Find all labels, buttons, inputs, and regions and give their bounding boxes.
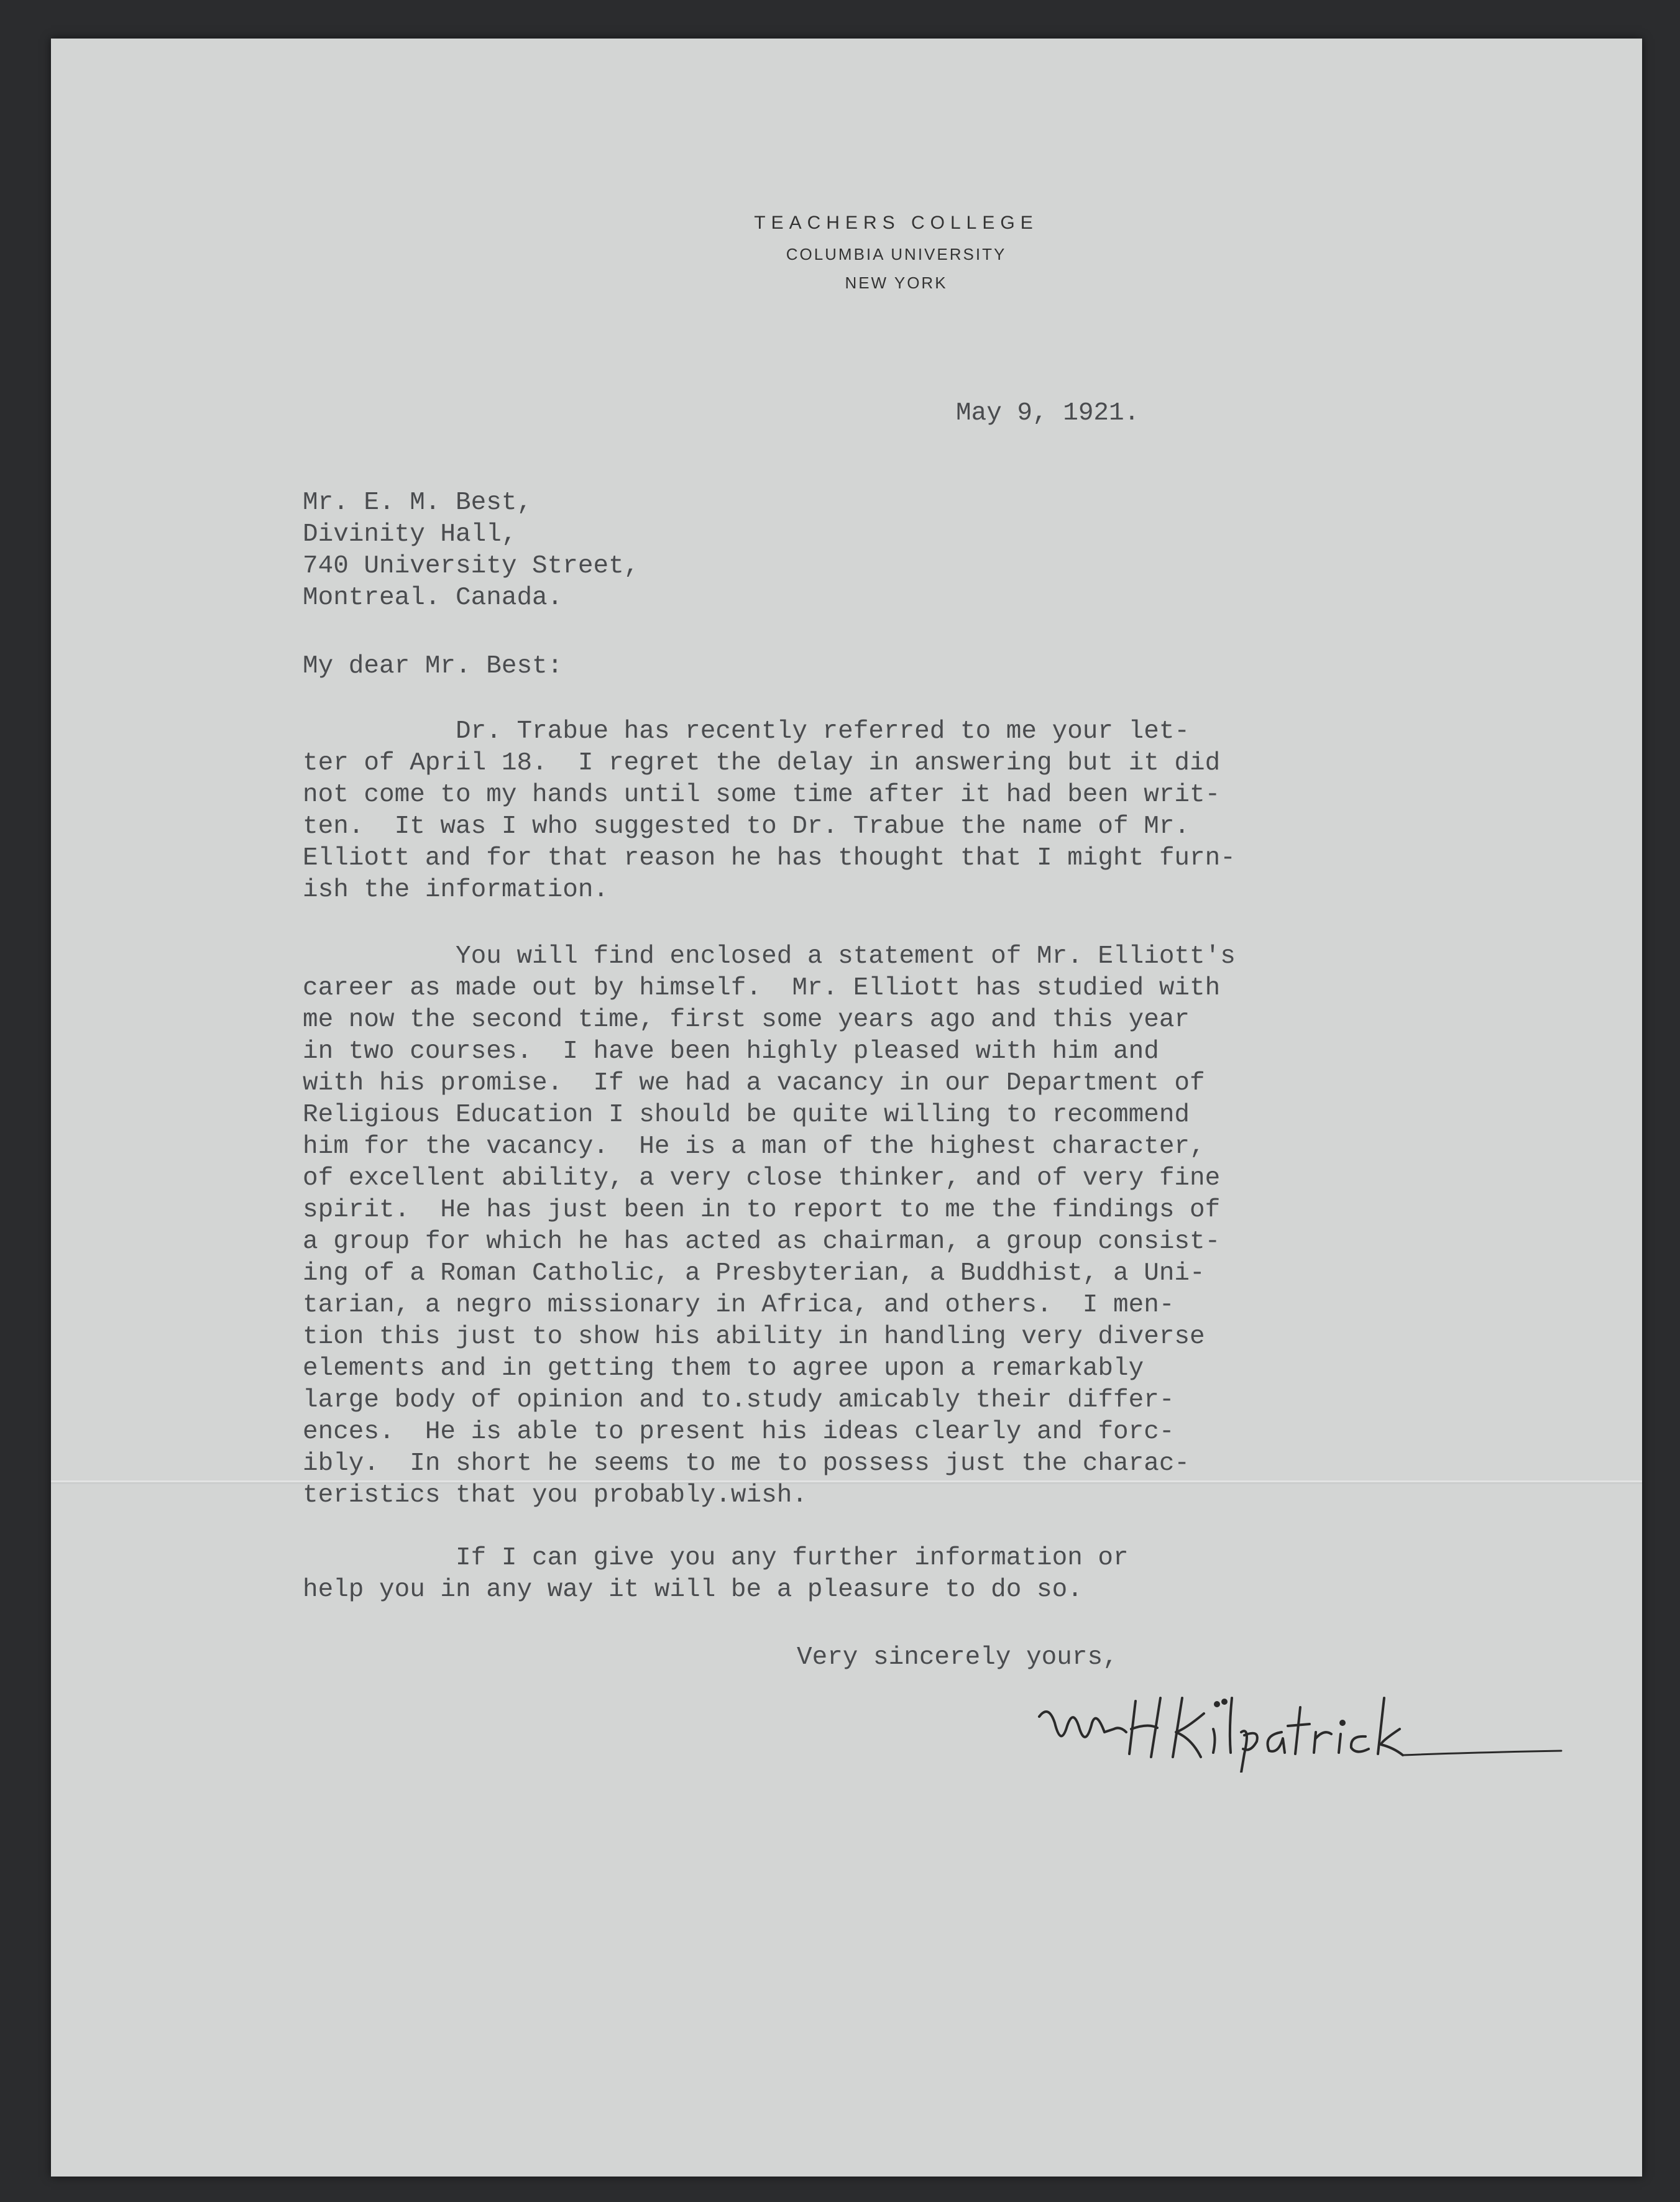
- letter-sheet: [51, 39, 1642, 2177]
- text-line: spirit. He has just been in to report to me the findings of: [303, 1196, 1221, 1224]
- body-paragraph-3: [303, 1543, 1129, 1606]
- recipient-address: [303, 487, 639, 614]
- text-line: of excellent ability, a very close thinker, and of very fine: [303, 1164, 1221, 1193]
- salutation: My dear Mr. Best:: [303, 652, 563, 681]
- text-line: Religious Education I should be quite willing to recommend: [303, 1101, 1190, 1129]
- body-paragraph-1: [303, 716, 1236, 906]
- text-line: Elliott and for that reason he has thought that I might furn-: [303, 844, 1236, 873]
- text-line: not come to my hands until some time after it had been writ-: [303, 781, 1221, 809]
- text-line: Dr. Trabue has recently referred to me your let-: [303, 717, 1190, 746]
- text-line: me now the second time, first some years ago and this year: [303, 1006, 1190, 1034]
- address-line: Mr. E. M. Best,: [303, 489, 533, 517]
- letterhead-city: NEW YORK: [845, 273, 948, 292]
- text-line: If I can give you any further information or: [303, 1544, 1129, 1572]
- text-line: You will find enclosed a statement of Mr. Elliott's: [303, 942, 1236, 971]
- text-line: in two courses. I have been highly pleased with him and: [303, 1037, 1159, 1066]
- text-line: ten. It was I who suggested to Dr. Trabue the name of Mr.: [303, 812, 1190, 841]
- text-line: tion this just to show his ability in handling very diverse: [303, 1323, 1205, 1351]
- text-line: help you in any way it will be a pleasure to do so.: [303, 1576, 1083, 1604]
- text-line: tarian, a negro missionary in Africa, and others. I men-: [303, 1291, 1175, 1319]
- text-line: teristics that you probably.wish.: [303, 1481, 807, 1510]
- address-line: Montreal. Canada.: [303, 584, 563, 612]
- complimentary-close: Very sincerely yours,: [797, 1643, 1118, 1672]
- text-line: with his promise. If we had a vacancy in our Department of: [303, 1069, 1205, 1098]
- text-line: elements and in getting them to agree upon a remarkably: [303, 1354, 1144, 1383]
- letter-date: May 9, 1921.: [956, 399, 1140, 428]
- text-line: ter of April 18. I regret the delay in answering but it did: [303, 749, 1221, 778]
- address-line: 740 University Street,: [303, 552, 640, 580]
- text-line: large body of opinion and to.study amicably their differ-: [303, 1386, 1175, 1415]
- letterhead-university: COLUMBIA UNIVERSITY: [786, 245, 1007, 264]
- text-line: him for the vacancy. He is a man of the highest character,: [303, 1132, 1205, 1161]
- text-line: a group for which he has acted as chairman, a group consist-: [303, 1227, 1221, 1256]
- text-line: ing of a Roman Catholic, a Presbyterian, a Buddhist, a Uni-: [303, 1259, 1205, 1288]
- address-line: Divinity Hall,: [303, 520, 517, 549]
- signature-strokes: [1039, 1698, 1561, 1773]
- text-line: career as made out by himself. Mr. Elliott has studied with: [303, 974, 1221, 1002]
- text-line: ences. He is able to present his ideas clearly and forc-: [303, 1418, 1175, 1446]
- letterhead-institution: TEACHERS COLLEGE: [754, 213, 1039, 233]
- text-line: ibly. In short he seems to me to possess just the charac-: [303, 1449, 1190, 1478]
- text-line: ish the information.: [303, 876, 609, 904]
- handwritten-signature: [1027, 1679, 1574, 1773]
- body-paragraph-2: [303, 941, 1236, 1512]
